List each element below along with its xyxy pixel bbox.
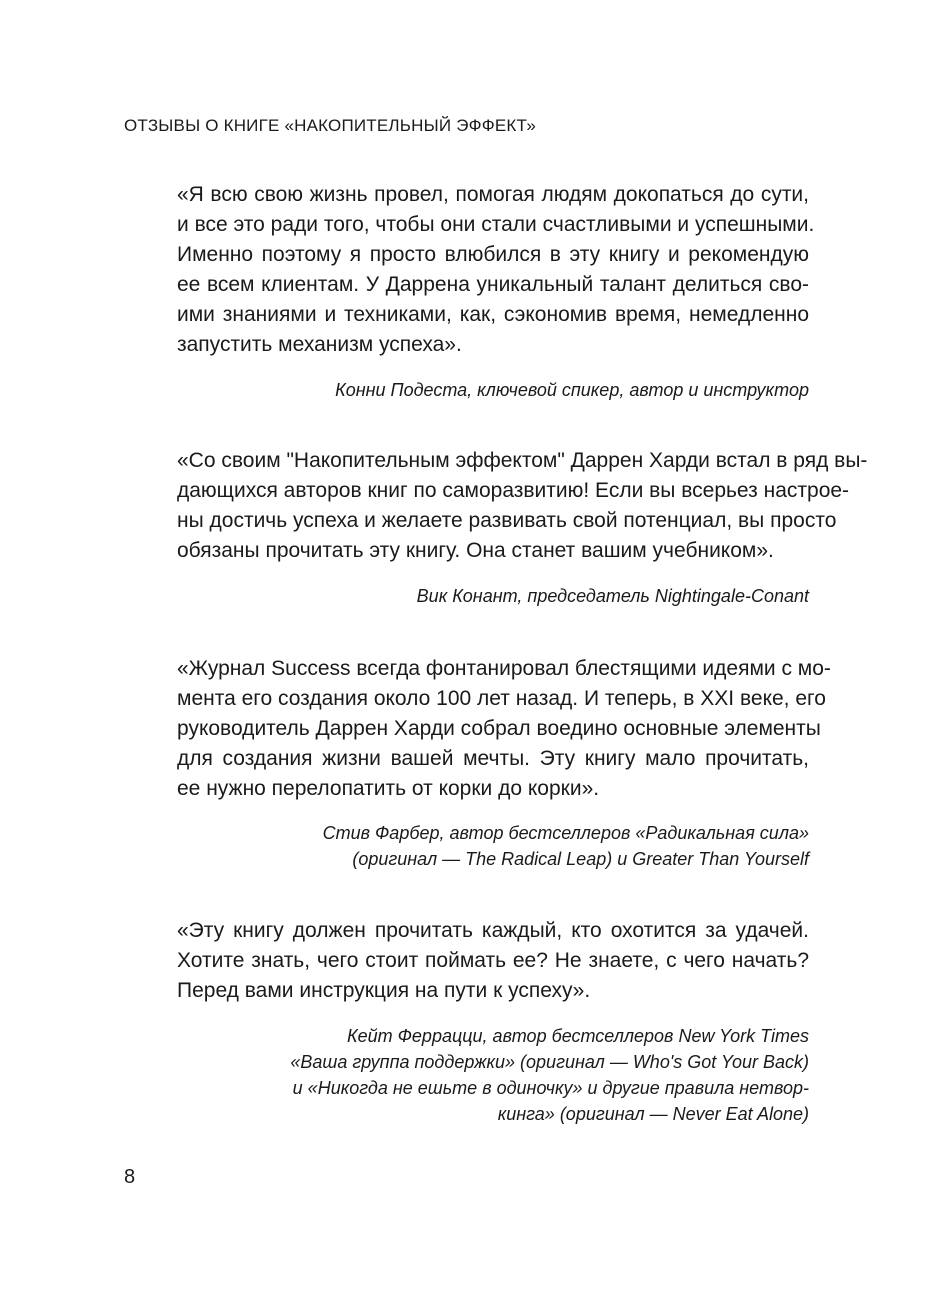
quote-line: для создания жизни вашей мечты. Эту книгу мало прочитать, — [177, 747, 809, 770]
quote-line: ее нужно перелопатить от корки до корки». — [177, 777, 600, 800]
quote-line: руководитель Даррен Харди собрал воедино основные элементы — [177, 717, 821, 740]
attribution: и «Никогда не ешьте в одиночку» и другие правила нетвор- — [292, 1078, 809, 1098]
quote-line: Именно поэтому я просто влюбился в эту книгу и рекомендую — [177, 243, 809, 266]
quote-line: мента его создания около 100 лет назад. И теперь, в XXI веке, его — [177, 687, 826, 710]
quote-line: ны достичь успеха и желаете развивать свой потенциал, вы просто — [177, 509, 837, 532]
quote-line: ими знаниями и техниками, как, сэкономив время, немедленно — [177, 303, 809, 326]
quote-line: «Со своим "Накопительным эффектом" Даррен Харди встал в ряд вы- — [177, 449, 868, 472]
quote-line: дающихся авторов книг по саморазвитию! Если вы всерьез настрое- — [177, 479, 850, 502]
quote-line: «Я всю свою жизнь провел, помогая людям докопаться до сути, — [177, 183, 809, 206]
quote-line: запустить механизм успеха». — [177, 333, 462, 356]
running-head: ОТЗЫВЫ О КНИГЕ «НАКОПИТЕЛЬНЫЙ ЭФФЕКТ» — [124, 116, 537, 135]
attribution: (оригинал — The Radical Leap) и Greater Than Yourself — [352, 849, 809, 869]
quote-line: и все это ради того, чтобы они стали счастливыми и успешными. — [177, 213, 815, 236]
attribution: «Ваша группа поддержки» (оригинал — Who's Got Your Back) — [290, 1052, 809, 1072]
quote-line: Перед вами инструкция на пути к успеху». — [177, 979, 591, 1002]
quote-line: «Эту книгу должен прочитать каждый, кто охотится за удачей. — [177, 919, 809, 942]
quote-line: обязаны прочитать эту книгу. Она станет вашим учебником». — [177, 539, 774, 562]
quote-line: «Журнал Success всегда фонтанировал блестящими идеями с мо- — [177, 657, 831, 680]
quote-line: Хотите знать, чего стоит поймать ее? Не знаете, с чего начать? — [177, 949, 809, 972]
attribution: Вик Конант, председатель Nightingale-Conant — [416, 586, 809, 606]
page-number: 8 — [124, 1166, 136, 1188]
attribution: Стив Фарбер, автор бестселлеров «Радикальная сила» — [322, 823, 809, 843]
attribution: Кейт Феррацци, автор бестселлеров New York Times — [346, 1026, 809, 1046]
attribution: кинга» (оригинал — Never Eat Alone) — [497, 1104, 809, 1124]
quote-line: ее всем клиентам. У Даррена уникальный талант делиться сво- — [177, 273, 809, 296]
attribution: Конни Подеста, ключевой спикер, автор и инструктор — [335, 380, 809, 400]
